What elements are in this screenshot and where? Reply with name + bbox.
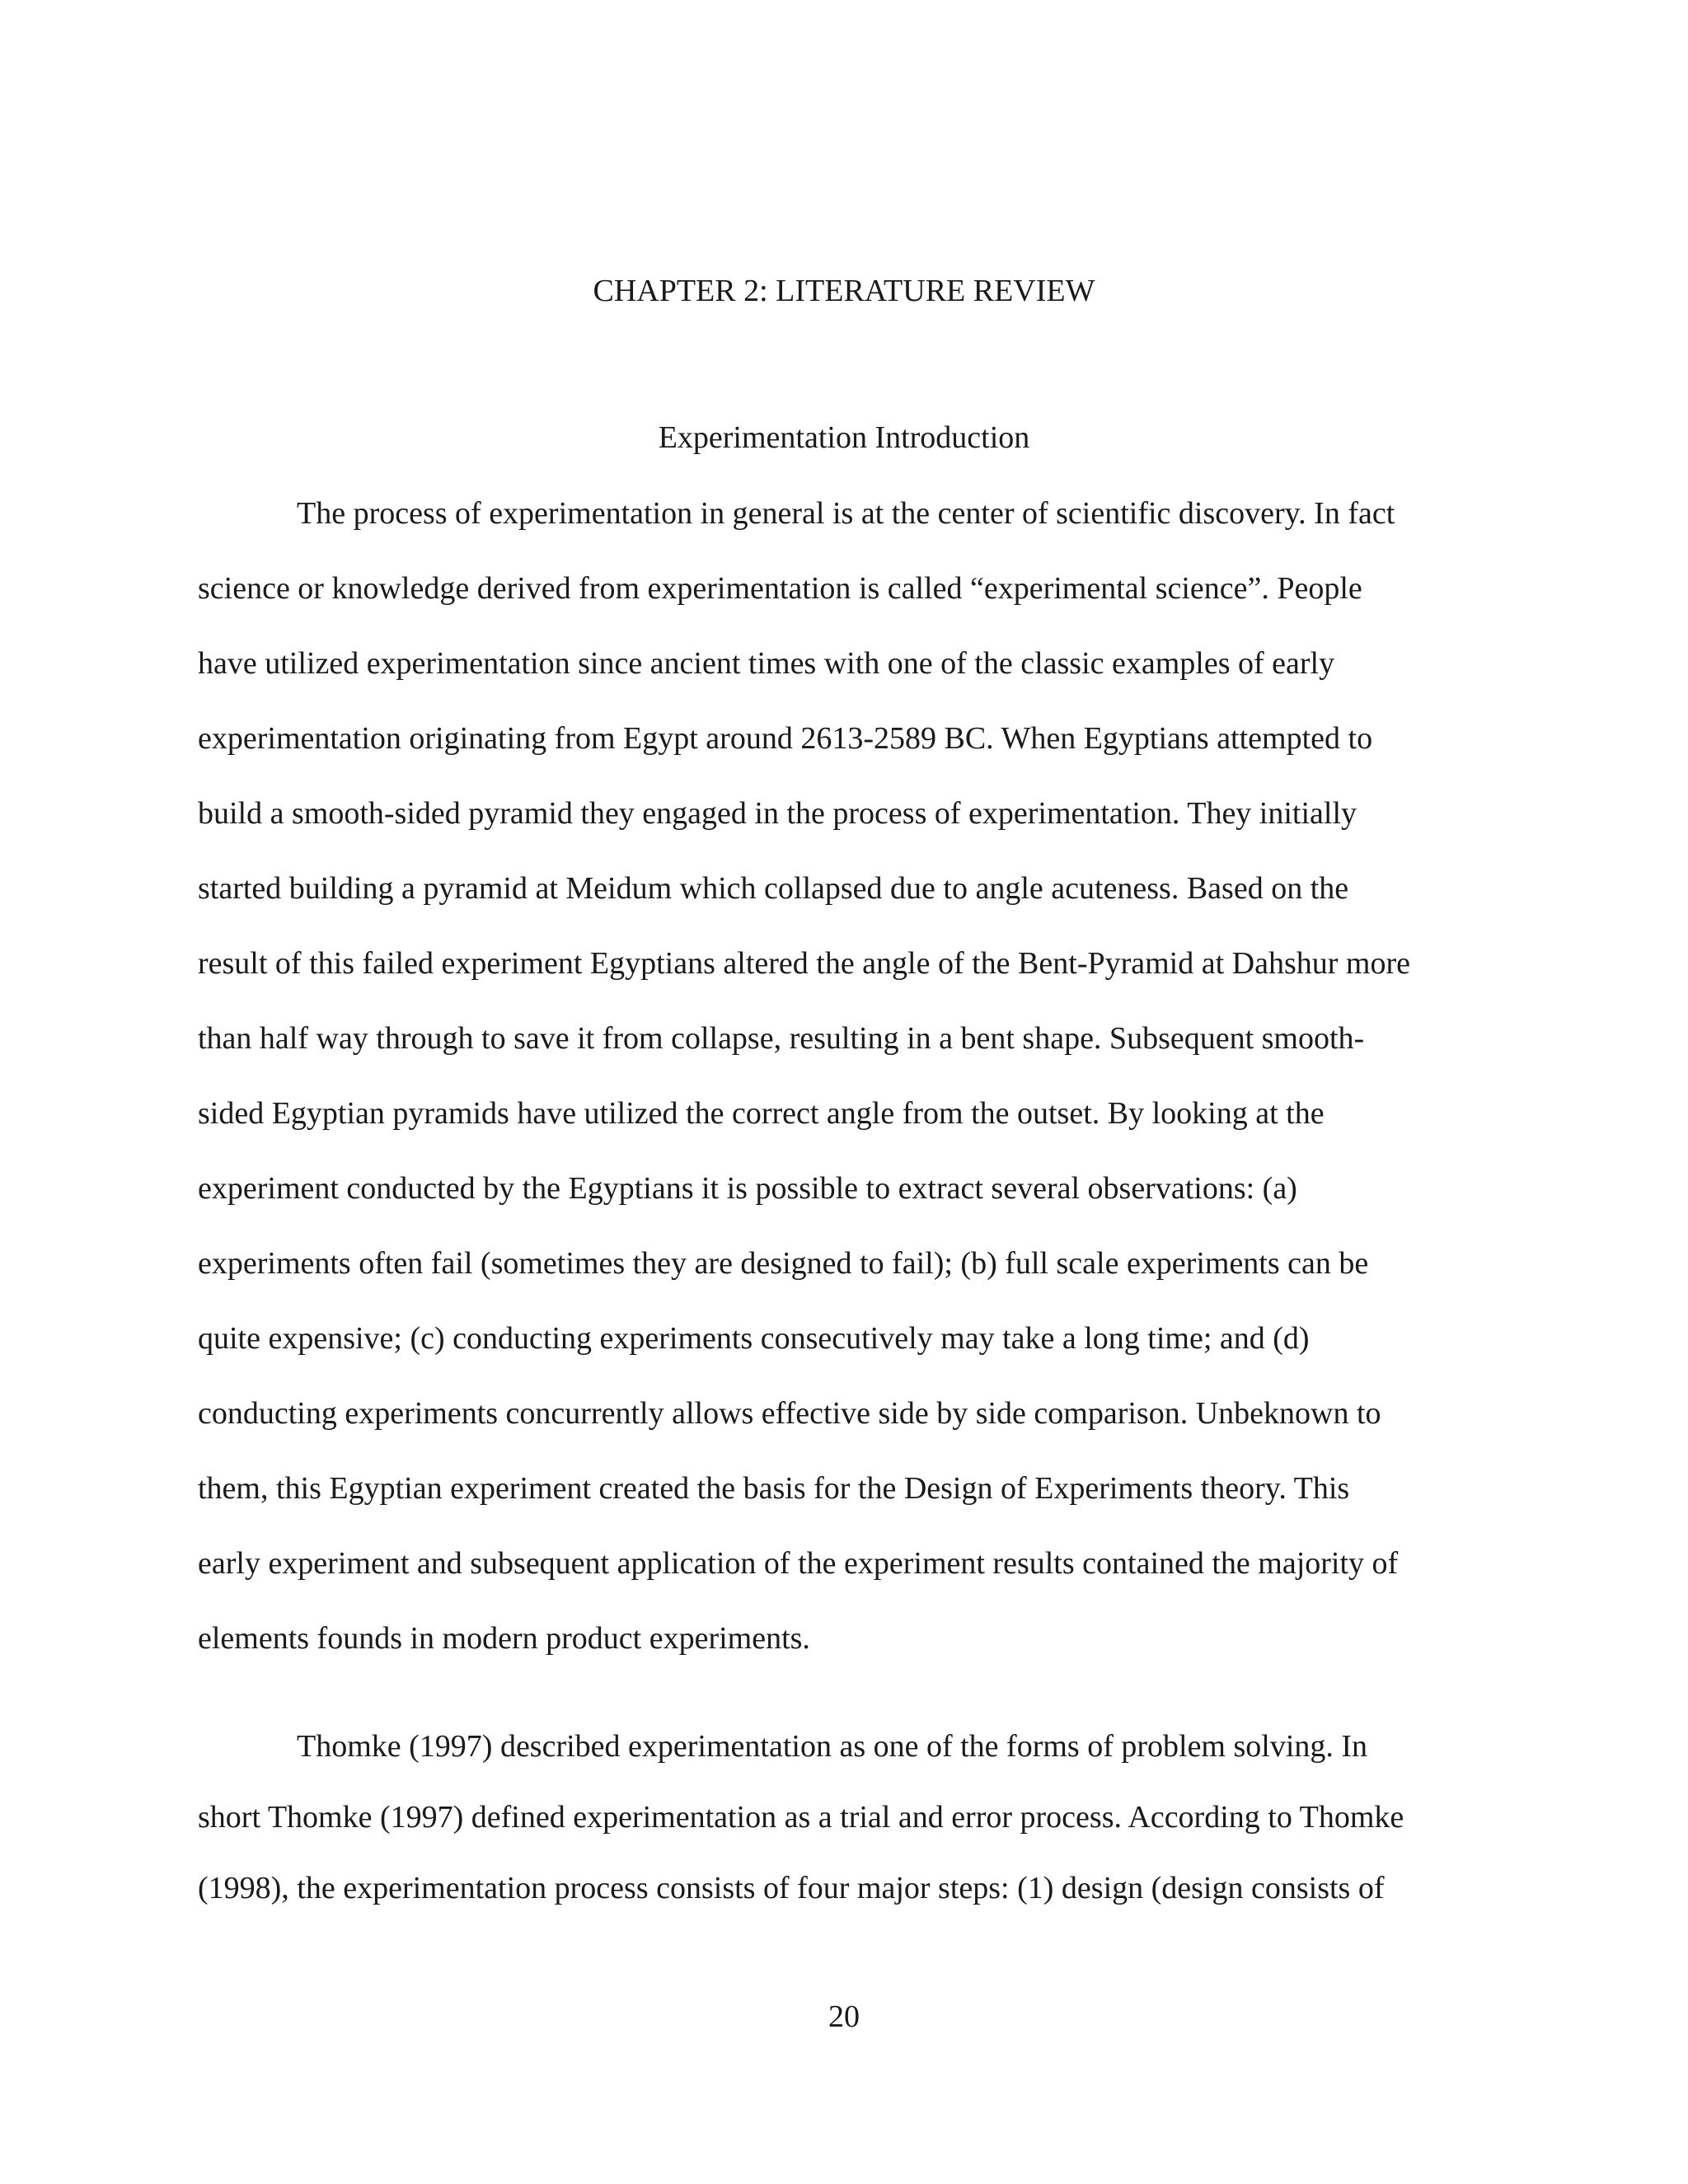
paragraph-line: short Thomke (1997) defined experimentation as a trial and error process. According to Thomke — [198, 1800, 1404, 1835]
paragraph-line: conducting experiments concurrently allows effective side by side comparison. Unbeknown to — [198, 1396, 1381, 1431]
paragraph-line: sided Egyptian pyramids have utilized the correct angle from the outset. By looking at the — [198, 1096, 1325, 1131]
paragraph-line: started building a pyramid at Meidum which collapsed due to angle acuteness. Based on the — [198, 871, 1349, 906]
paragraph-line: (1998), the experimentation process consists of four major steps: (1) design (design consists of — [198, 1871, 1385, 1905]
paragraph-1 — [198, 493, 1484, 1656]
paragraph-line: Thomke (1997) described experimentation as one of the forms of problem solving. In — [297, 1729, 1368, 1764]
paragraph-line: quite expensive; (c) conducting experiments consecutively may take a long time; and (d) — [198, 1321, 1310, 1356]
paragraph-line: build a smooth-sided pyramid they engaged in the process of experimentation. They initially — [198, 796, 1357, 831]
paragraph-line: science or knowledge derived from experimentation is called “experimental science”. People — [198, 571, 1362, 606]
paragraph-2 — [198, 1726, 1484, 1915]
paragraph-line: experiments often fail (sometimes they are designed to fail); (b) full scale experiments can be — [198, 1246, 1369, 1281]
paragraph-line: them, this Egyptian experiment created the basis for the Design of Experiments theory. This — [198, 1471, 1350, 1506]
paragraph-line: elements founds in modern product experiments. — [198, 1621, 810, 1656]
paragraph-line: early experiment and subsequent application of the experiment results contained the majority of — [198, 1546, 1399, 1581]
paragraph-line: The process of experimentation in general is at the center of scientific discovery. In fact — [297, 496, 1395, 531]
paragraph-line: experimentation originating from Egypt around 2613-2589 BC. When Egyptians attempted to — [198, 721, 1373, 756]
paragraph-line: have utilized experimentation since ancient times with one of the classic examples of early — [198, 646, 1335, 681]
section-heading: Experimentation Introduction — [658, 420, 1030, 455]
paragraph-line: experiment conducted by the Egyptians it is possible to extract several observations: (a) — [198, 1171, 1297, 1206]
page-number: 20 — [828, 1999, 860, 2034]
paragraph-line: than half way through to save it from collapse, resulting in a bent shape. Subsequent smooth- — [198, 1021, 1365, 1056]
paragraph-line: result of this failed experiment Egyptians altered the angle of the Bent-Pyramid at Dahshur more — [198, 946, 1410, 981]
chapter-title: CHAPTER 2: LITERATURE REVIEW — [593, 274, 1095, 308]
